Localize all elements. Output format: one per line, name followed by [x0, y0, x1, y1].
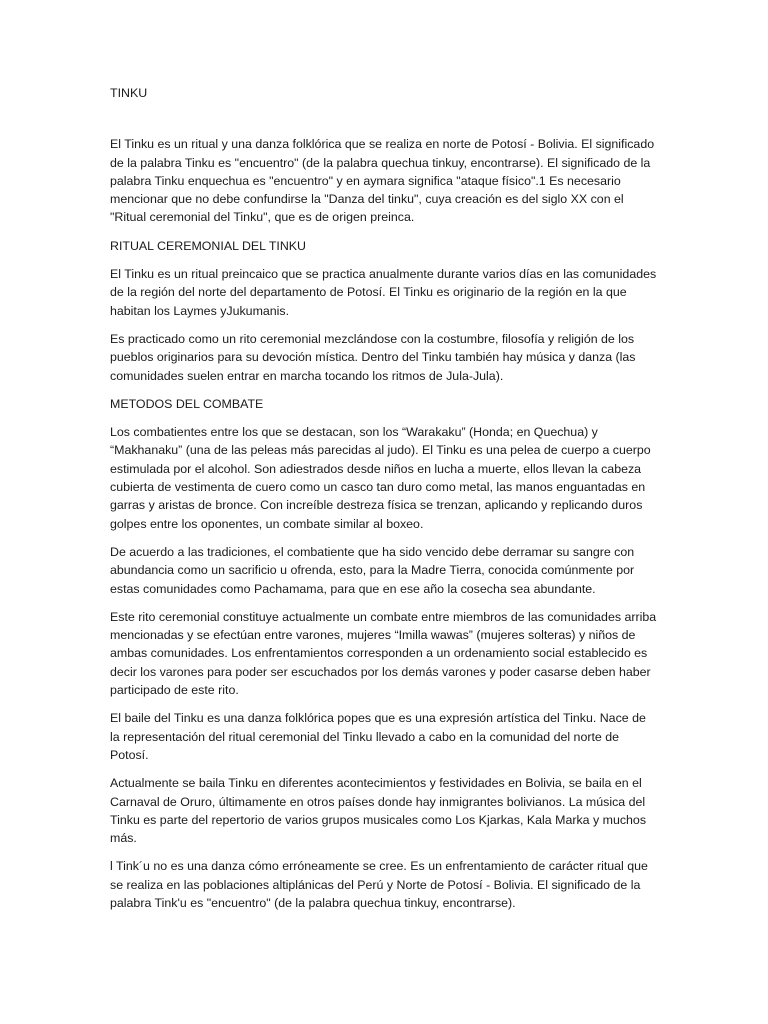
paragraph-ritual-practice: Es practicado como un rito ceremonial mezclándose con la costumbre, filosofía y religión de los pueblos originarios para su devoción mística. Dentro del Tinku también hay música y danza (las comunidades suelen entrar en marcha tocando los ritmos de Jula-Jula). [110, 331, 636, 383]
paragraph-combatants: Los combatientes entre los que se destacan, son los “Warakaku” (Honda; en Quechua) y “Makhanaku” (una de las peleas más parecidas al judo). El Tinku es una pelea de cuerpo a cuerpo estimulada por el alcohol. Son adiestrados desde niños en lucha a muerte, ellos llevan la cabeza cubierta de vestimenta de cuero como un casco tan duro como metal, las manos enguantadas en garras y aristas de bronce. Con increíble destreza física se trenzan, aplicando y replicando duros golpes entre los oponentes, un combate similar al boxeo. [110, 425, 651, 531]
document-title: TINKU [110, 86, 148, 100]
section-heading-ritual: RITUAL CEREMONIAL DEL TINKU [110, 238, 306, 253]
paragraph-traditions: De acuerdo a las tradiciones, el combatiente que ha sido vencido debe derramar su sangre con abundancia como un sacrificio u ofrenda, esto, para la Madre Tierra, conocida comúnmente por estas comunidades como Pachamama, para que en ese año la cosecha sea abundante. [110, 544, 635, 596]
section-heading-combat: METODOS DEL COMBATE [110, 396, 264, 411]
paragraph-closing: l Tink´u no es una danza cómo erróneamente se cree. Es un enfrentamiento de carácter ritual que se realiza en las poblaciones altiplánicas del Perú y Norte de Potosí - Bolivia. El significado de la palabra Tink'u es "encuentro" (de la palabra quechua tinkuy, encontrarse). [110, 859, 648, 910]
paragraph-intro: El Tinku es un ritual y una danza folklórica que se realiza en norte de Potosí - Bolivia. El significado de la palabra Tinku es "encuentro" (de la palabra quechua tinkuy, encontrarse). El significado de la palabra Tinku enquechua es "encuentro" y en aymara significa "ataque físico".1 Es necesario mencionar que no debe confundirse la "Danza del tinku", cuya creación es del siglo XX con el "Ritual ceremonial del Tinku", que es de origen preinca. [110, 137, 655, 225]
paragraph-dance: El baile del Tinku es una danza folklórica popes que es una expresión artística del Tinku. Nace de la representación del ritual ceremonial del Tinku llevado a cabo en la comunidad del norte de Potosí. [110, 711, 646, 762]
document-content [110, 84, 658, 922]
paragraph-ritual-origin: El Tinku es un ritual preincaico que se practica anualmente durante varios días en las comunidades de la región del norte del departamento de Potosí. El Tinku es originario de la región en la que habitan los Laymes yJukumanis. [110, 267, 657, 318]
paragraph-current: Actualmente se baila Tinku en diferentes acontecimientos y festividades en Bolivia, se baila en el Carnaval de Oruro, últimamente en otros países donde hay inmigrantes bolivianos. La música del Tinku es parte del repertorio de varios grupos musicales como Los Kjarkas, Kala Marka y muchos más. [110, 776, 647, 846]
paragraph-ceremonial-rite: Este rito ceremonial constituye actualmente un combate entre miembros de las comunidades arriba mencionadas y se efectúan entre varones, mujeres “Imilla wawas” (mujeres solteras) y niños de ambas comunidades. Los enfrentamientos corresponden a un ordenamiento social establecido es decir los varones para poder ser escuchados por los demás varones y poder casarse deben haber participado de este rito. [110, 609, 657, 698]
